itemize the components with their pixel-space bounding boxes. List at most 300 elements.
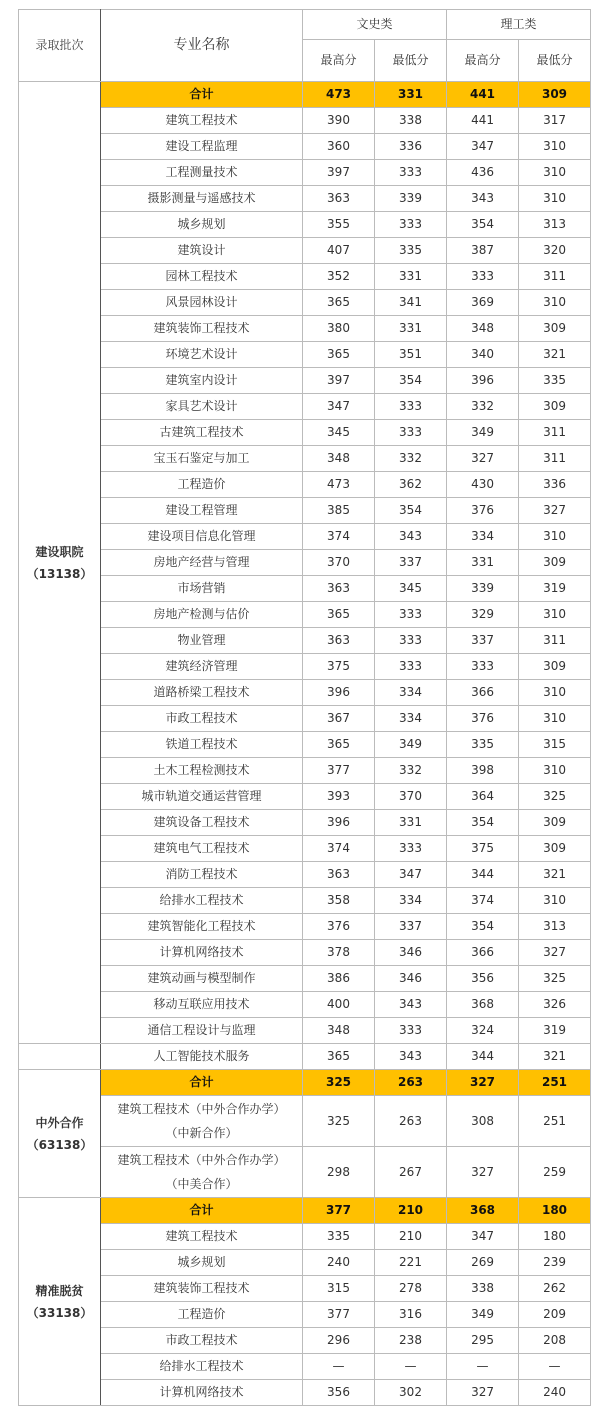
wen-min: 334	[375, 706, 447, 732]
major-name-line2: （中美合作）	[165, 1177, 238, 1191]
li-min: 311	[519, 420, 591, 446]
major-name: 建设项目信息化管理	[101, 524, 303, 550]
batch-code: （63138）	[26, 1137, 93, 1152]
major-name: 建筑装饰工程技术	[101, 316, 303, 342]
major-name: 宝玉石鉴定与加工	[101, 446, 303, 472]
wen-max: 348	[303, 1018, 375, 1044]
wen-max: 296	[303, 1328, 375, 1354]
li-min: 315	[519, 732, 591, 758]
li-min: 209	[519, 1302, 591, 1328]
li-min: 310	[519, 160, 591, 186]
wen-max: 355	[303, 212, 375, 238]
wen-min: 338	[375, 108, 447, 134]
header-row-1	[19, 10, 591, 40]
li-max: 327	[447, 446, 519, 472]
li-max: 340	[447, 342, 519, 368]
li-group-header: 理工类	[447, 10, 591, 40]
major-name: 人工智能技术服务	[101, 1044, 303, 1070]
wen-max-header: 最高分	[303, 40, 375, 82]
li-min: 319	[519, 1018, 591, 1044]
li-min: 311	[519, 264, 591, 290]
wen-max: 365	[303, 602, 375, 628]
wen-min: 354	[375, 368, 447, 394]
li-max: 335	[447, 732, 519, 758]
wen-min: 331	[375, 316, 447, 342]
wen-min: 334	[375, 680, 447, 706]
wen-min: 334	[375, 888, 447, 914]
table-row	[19, 680, 591, 706]
wen-min: 333	[375, 160, 447, 186]
major-name: 计算机网络技术	[101, 940, 303, 966]
major-name: 计算机网络技术	[101, 1380, 303, 1406]
wen-max: 473	[303, 82, 375, 108]
table-row	[19, 862, 591, 888]
batch-name: 中外合作	[35, 1115, 84, 1130]
wen-min: 263	[375, 1070, 447, 1096]
li-max: 332	[447, 394, 519, 420]
li-max: 387	[447, 238, 519, 264]
table-row	[19, 654, 591, 680]
li-min: 311	[519, 446, 591, 472]
li-min: 309	[519, 810, 591, 836]
table-row	[19, 836, 591, 862]
li-max: 338	[447, 1276, 519, 1302]
li-max: 348	[447, 316, 519, 342]
wen-min: 370	[375, 784, 447, 810]
wen-max: 345	[303, 420, 375, 446]
li-min: 309	[519, 394, 591, 420]
major-name: 物业管理	[101, 628, 303, 654]
wen-min: 333	[375, 420, 447, 446]
table-row	[19, 1276, 591, 1302]
table-row	[19, 394, 591, 420]
table-row	[19, 290, 591, 316]
wen-max: 376	[303, 914, 375, 940]
major-name-line2: （中新合作）	[165, 1126, 238, 1140]
li-max: 368	[447, 1198, 519, 1224]
batch-header: 录取批次	[19, 10, 101, 82]
li-max: 327	[447, 1070, 519, 1096]
major-name: 建筑经济管理	[101, 654, 303, 680]
major-name: 城乡规划	[101, 212, 303, 238]
wen-max: 347	[303, 394, 375, 420]
li-min: 251	[519, 1070, 591, 1096]
table-row	[19, 1302, 591, 1328]
wen-max: 367	[303, 706, 375, 732]
wen-max: 370	[303, 550, 375, 576]
table-row	[19, 186, 591, 212]
li-min: 239	[519, 1250, 591, 1276]
li-max: 327	[447, 1380, 519, 1406]
wen-max: 393	[303, 784, 375, 810]
wen-min: 331	[375, 82, 447, 108]
li-max: 441	[447, 108, 519, 134]
major-name: 古建筑工程技术	[101, 420, 303, 446]
major-name: 园林工程技术	[101, 264, 303, 290]
major-name: 风景园林设计	[101, 290, 303, 316]
li-min: 251	[519, 1096, 591, 1147]
wen-min: —	[375, 1354, 447, 1380]
table-row	[19, 212, 591, 238]
li-max: 349	[447, 420, 519, 446]
total-row	[19, 1198, 591, 1224]
table-row	[19, 1328, 591, 1354]
major-name: 铁道工程技术	[101, 732, 303, 758]
major-name: 市场营销	[101, 576, 303, 602]
table-row	[19, 784, 591, 810]
wen-min: 362	[375, 472, 447, 498]
li-max: 295	[447, 1328, 519, 1354]
table-row	[19, 550, 591, 576]
table-row	[19, 368, 591, 394]
table-row	[19, 264, 591, 290]
li-max: 364	[447, 784, 519, 810]
wen-max: 365	[303, 342, 375, 368]
wen-min: 238	[375, 1328, 447, 1354]
li-max: 333	[447, 654, 519, 680]
major-name: 合计	[101, 1070, 303, 1096]
li-min: 311	[519, 628, 591, 654]
table-row	[19, 238, 591, 264]
wen-max: 380	[303, 316, 375, 342]
li-min: 259	[519, 1147, 591, 1198]
li-max: 441	[447, 82, 519, 108]
li-max: 327	[447, 1147, 519, 1198]
li-max-header: 最高分	[447, 40, 519, 82]
li-max: 356	[447, 966, 519, 992]
major-name: 给排水工程技术	[101, 888, 303, 914]
li-min: 309	[519, 316, 591, 342]
wen-max: 374	[303, 524, 375, 550]
wen-max: 363	[303, 628, 375, 654]
major-name: 合计	[101, 1198, 303, 1224]
major-name: 消防工程技术	[101, 862, 303, 888]
table-row	[19, 888, 591, 914]
wen-max: —	[303, 1354, 375, 1380]
major-name: 房地产经营与管理	[101, 550, 303, 576]
batch-name: 建设职院	[35, 544, 84, 559]
major-name: 建筑工程技术	[101, 108, 303, 134]
wen-min: 316	[375, 1302, 447, 1328]
li-min: 327	[519, 940, 591, 966]
total-row	[19, 1070, 591, 1096]
li-min: 309	[519, 836, 591, 862]
table-row	[19, 498, 591, 524]
wen-group-header: 文史类	[303, 10, 447, 40]
li-max: 334	[447, 524, 519, 550]
wen-min: 210	[375, 1198, 447, 1224]
li-max: 369	[447, 290, 519, 316]
batch-jianshe	[19, 82, 101, 1044]
major-name: 建筑动画与模型制作	[101, 966, 303, 992]
batch-code: （33138）	[26, 1305, 93, 1320]
table-row	[19, 342, 591, 368]
li-max: 436	[447, 160, 519, 186]
li-min: 327	[519, 498, 591, 524]
wen-max: 377	[303, 1302, 375, 1328]
wen-max: 352	[303, 264, 375, 290]
table-row	[19, 134, 591, 160]
major-name: 市政工程技术	[101, 1328, 303, 1354]
wen-max: 315	[303, 1276, 375, 1302]
li-max: 269	[447, 1250, 519, 1276]
wen-max: 363	[303, 862, 375, 888]
major-name: 城乡规划	[101, 1250, 303, 1276]
table-row	[19, 108, 591, 134]
wen-min-header: 最低分	[375, 40, 447, 82]
major-name: 市政工程技术	[101, 706, 303, 732]
table-row	[19, 602, 591, 628]
wen-min: 339	[375, 186, 447, 212]
major-name	[101, 1147, 303, 1198]
li-max: 398	[447, 758, 519, 784]
table-row	[19, 732, 591, 758]
li-max: 344	[447, 1044, 519, 1070]
table-row	[19, 576, 591, 602]
li-max: 354	[447, 810, 519, 836]
wen-max: 325	[303, 1096, 375, 1147]
table-row	[19, 524, 591, 550]
wen-min: 331	[375, 264, 447, 290]
li-min: 180	[519, 1224, 591, 1250]
batch-name: 精准脱贫	[35, 1283, 84, 1298]
li-max: 347	[447, 1224, 519, 1250]
table-row	[19, 316, 591, 342]
wen-min: 341	[375, 290, 447, 316]
li-max: 366	[447, 680, 519, 706]
batch-empty	[19, 1044, 101, 1070]
li-min: 313	[519, 212, 591, 238]
admission-score-table	[18, 9, 591, 1406]
major-name: 建筑装饰工程技术	[101, 1276, 303, 1302]
major-header: 专业名称	[101, 10, 303, 82]
li-min: 310	[519, 524, 591, 550]
li-min: 310	[519, 186, 591, 212]
major-name: 环境艺术设计	[101, 342, 303, 368]
wen-max: 348	[303, 446, 375, 472]
major-name: 工程造价	[101, 1302, 303, 1328]
wen-max: 360	[303, 134, 375, 160]
wen-max: 397	[303, 160, 375, 186]
wen-min: 346	[375, 940, 447, 966]
li-min: 317	[519, 108, 591, 134]
wen-min: 343	[375, 524, 447, 550]
li-max: 376	[447, 706, 519, 732]
li-min: 310	[519, 680, 591, 706]
wen-min: 337	[375, 914, 447, 940]
major-name: 家具艺术设计	[101, 394, 303, 420]
major-name: 建筑室内设计	[101, 368, 303, 394]
wen-max: 378	[303, 940, 375, 966]
li-max: 329	[447, 602, 519, 628]
wen-max: 377	[303, 1198, 375, 1224]
major-name: 建设工程管理	[101, 498, 303, 524]
wen-max: 407	[303, 238, 375, 264]
table-row	[19, 1147, 591, 1198]
wen-min: 346	[375, 966, 447, 992]
li-min: 309	[519, 82, 591, 108]
wen-max: 396	[303, 680, 375, 706]
table-row	[19, 472, 591, 498]
major-name: 工程造价	[101, 472, 303, 498]
wen-max: 356	[303, 1380, 375, 1406]
li-min: 326	[519, 992, 591, 1018]
major-name: 建设工程监理	[101, 134, 303, 160]
table-row	[19, 1250, 591, 1276]
li-min: 262	[519, 1276, 591, 1302]
table-row	[19, 1354, 591, 1380]
major-name: 城市轨道交通运营管理	[101, 784, 303, 810]
batch-jingzhun	[19, 1198, 101, 1406]
major-name: 建筑设备工程技术	[101, 810, 303, 836]
wen-min: 332	[375, 758, 447, 784]
major-name: 建筑电气工程技术	[101, 836, 303, 862]
li-max: 337	[447, 628, 519, 654]
wen-max: 396	[303, 810, 375, 836]
table-row	[19, 628, 591, 654]
major-name: 通信工程设计与监理	[101, 1018, 303, 1044]
li-min: 310	[519, 706, 591, 732]
li-min: 180	[519, 1198, 591, 1224]
li-min: 208	[519, 1328, 591, 1354]
wen-max: 385	[303, 498, 375, 524]
wen-max: 473	[303, 472, 375, 498]
li-min: 309	[519, 550, 591, 576]
wen-min: 263	[375, 1096, 447, 1147]
major-name-line1: 建筑工程技术（中外合作办学）	[117, 1102, 286, 1116]
wen-max: 365	[303, 732, 375, 758]
table-row	[19, 758, 591, 784]
wen-max: 400	[303, 992, 375, 1018]
li-max: 354	[447, 914, 519, 940]
wen-max: 240	[303, 1250, 375, 1276]
li-max: 349	[447, 1302, 519, 1328]
major-name	[101, 1096, 303, 1147]
li-min: 336	[519, 472, 591, 498]
table-row	[19, 706, 591, 732]
major-name: 给排水工程技术	[101, 1354, 303, 1380]
major-name-line1: 建筑工程技术（中外合作办学）	[117, 1153, 286, 1167]
li-min: 321	[519, 342, 591, 368]
wen-min: 331	[375, 810, 447, 836]
wen-min: 333	[375, 628, 447, 654]
major-name: 工程测量技术	[101, 160, 303, 186]
li-min: 325	[519, 784, 591, 810]
table-row	[19, 1018, 591, 1044]
li-min: 319	[519, 576, 591, 602]
wen-max: 363	[303, 186, 375, 212]
wen-min: 349	[375, 732, 447, 758]
li-min: 310	[519, 290, 591, 316]
table-row	[19, 810, 591, 836]
major-name: 移动互联应用技术	[101, 992, 303, 1018]
wen-max: 335	[303, 1224, 375, 1250]
batch-code: （13138）	[26, 566, 93, 581]
li-max: 430	[447, 472, 519, 498]
wen-min: 343	[375, 1044, 447, 1070]
wen-max: 365	[303, 1044, 375, 1070]
major-name: 建筑工程技术	[101, 1224, 303, 1250]
major-name: 土木工程检测技术	[101, 758, 303, 784]
wen-min: 336	[375, 134, 447, 160]
li-min: 325	[519, 966, 591, 992]
wen-min: 333	[375, 836, 447, 862]
li-min: 321	[519, 1044, 591, 1070]
major-name: 摄影测量与遥感技术	[101, 186, 303, 212]
wen-max: 298	[303, 1147, 375, 1198]
table-row	[19, 1044, 591, 1070]
wen-max: 377	[303, 758, 375, 784]
wen-min: 351	[375, 342, 447, 368]
li-max: 366	[447, 940, 519, 966]
li-min: 335	[519, 368, 591, 394]
li-max: 354	[447, 212, 519, 238]
li-max: 339	[447, 576, 519, 602]
li-min: 310	[519, 888, 591, 914]
wen-min: 343	[375, 992, 447, 1018]
batch-zhongwai	[19, 1070, 101, 1198]
wen-max: 386	[303, 966, 375, 992]
li-max: 374	[447, 888, 519, 914]
wen-max: 365	[303, 290, 375, 316]
table-row	[19, 1096, 591, 1147]
wen-min: 335	[375, 238, 447, 264]
wen-min: 333	[375, 212, 447, 238]
wen-max: 375	[303, 654, 375, 680]
li-min: 240	[519, 1380, 591, 1406]
major-name: 合计	[101, 82, 303, 108]
li-max: 376	[447, 498, 519, 524]
wen-max: 397	[303, 368, 375, 394]
wen-max: 390	[303, 108, 375, 134]
li-max: 396	[447, 368, 519, 394]
wen-min: 337	[375, 550, 447, 576]
wen-min: 278	[375, 1276, 447, 1302]
wen-min: 221	[375, 1250, 447, 1276]
li-min: 313	[519, 914, 591, 940]
li-max: 344	[447, 862, 519, 888]
wen-min: 332	[375, 446, 447, 472]
li-max: 324	[447, 1018, 519, 1044]
li-max: —	[447, 1354, 519, 1380]
table-row	[19, 160, 591, 186]
li-min: 310	[519, 758, 591, 784]
table-row	[19, 914, 591, 940]
table-row	[19, 966, 591, 992]
wen-min: 210	[375, 1224, 447, 1250]
wen-min: 333	[375, 394, 447, 420]
major-name: 道路桥梁工程技术	[101, 680, 303, 706]
table-row	[19, 446, 591, 472]
wen-min: 333	[375, 602, 447, 628]
total-row	[19, 82, 591, 108]
table-row	[19, 1224, 591, 1250]
major-name: 建筑智能化工程技术	[101, 914, 303, 940]
li-max: 333	[447, 264, 519, 290]
wen-min: 302	[375, 1380, 447, 1406]
wen-max: 325	[303, 1070, 375, 1096]
wen-max: 358	[303, 888, 375, 914]
li-max: 331	[447, 550, 519, 576]
li-max: 347	[447, 134, 519, 160]
li-min: 321	[519, 862, 591, 888]
li-min-header: 最低分	[519, 40, 591, 82]
table-row	[19, 992, 591, 1018]
wen-min: 333	[375, 1018, 447, 1044]
major-name: 房地产检测与估价	[101, 602, 303, 628]
wen-min: 345	[375, 576, 447, 602]
li-max: 308	[447, 1096, 519, 1147]
